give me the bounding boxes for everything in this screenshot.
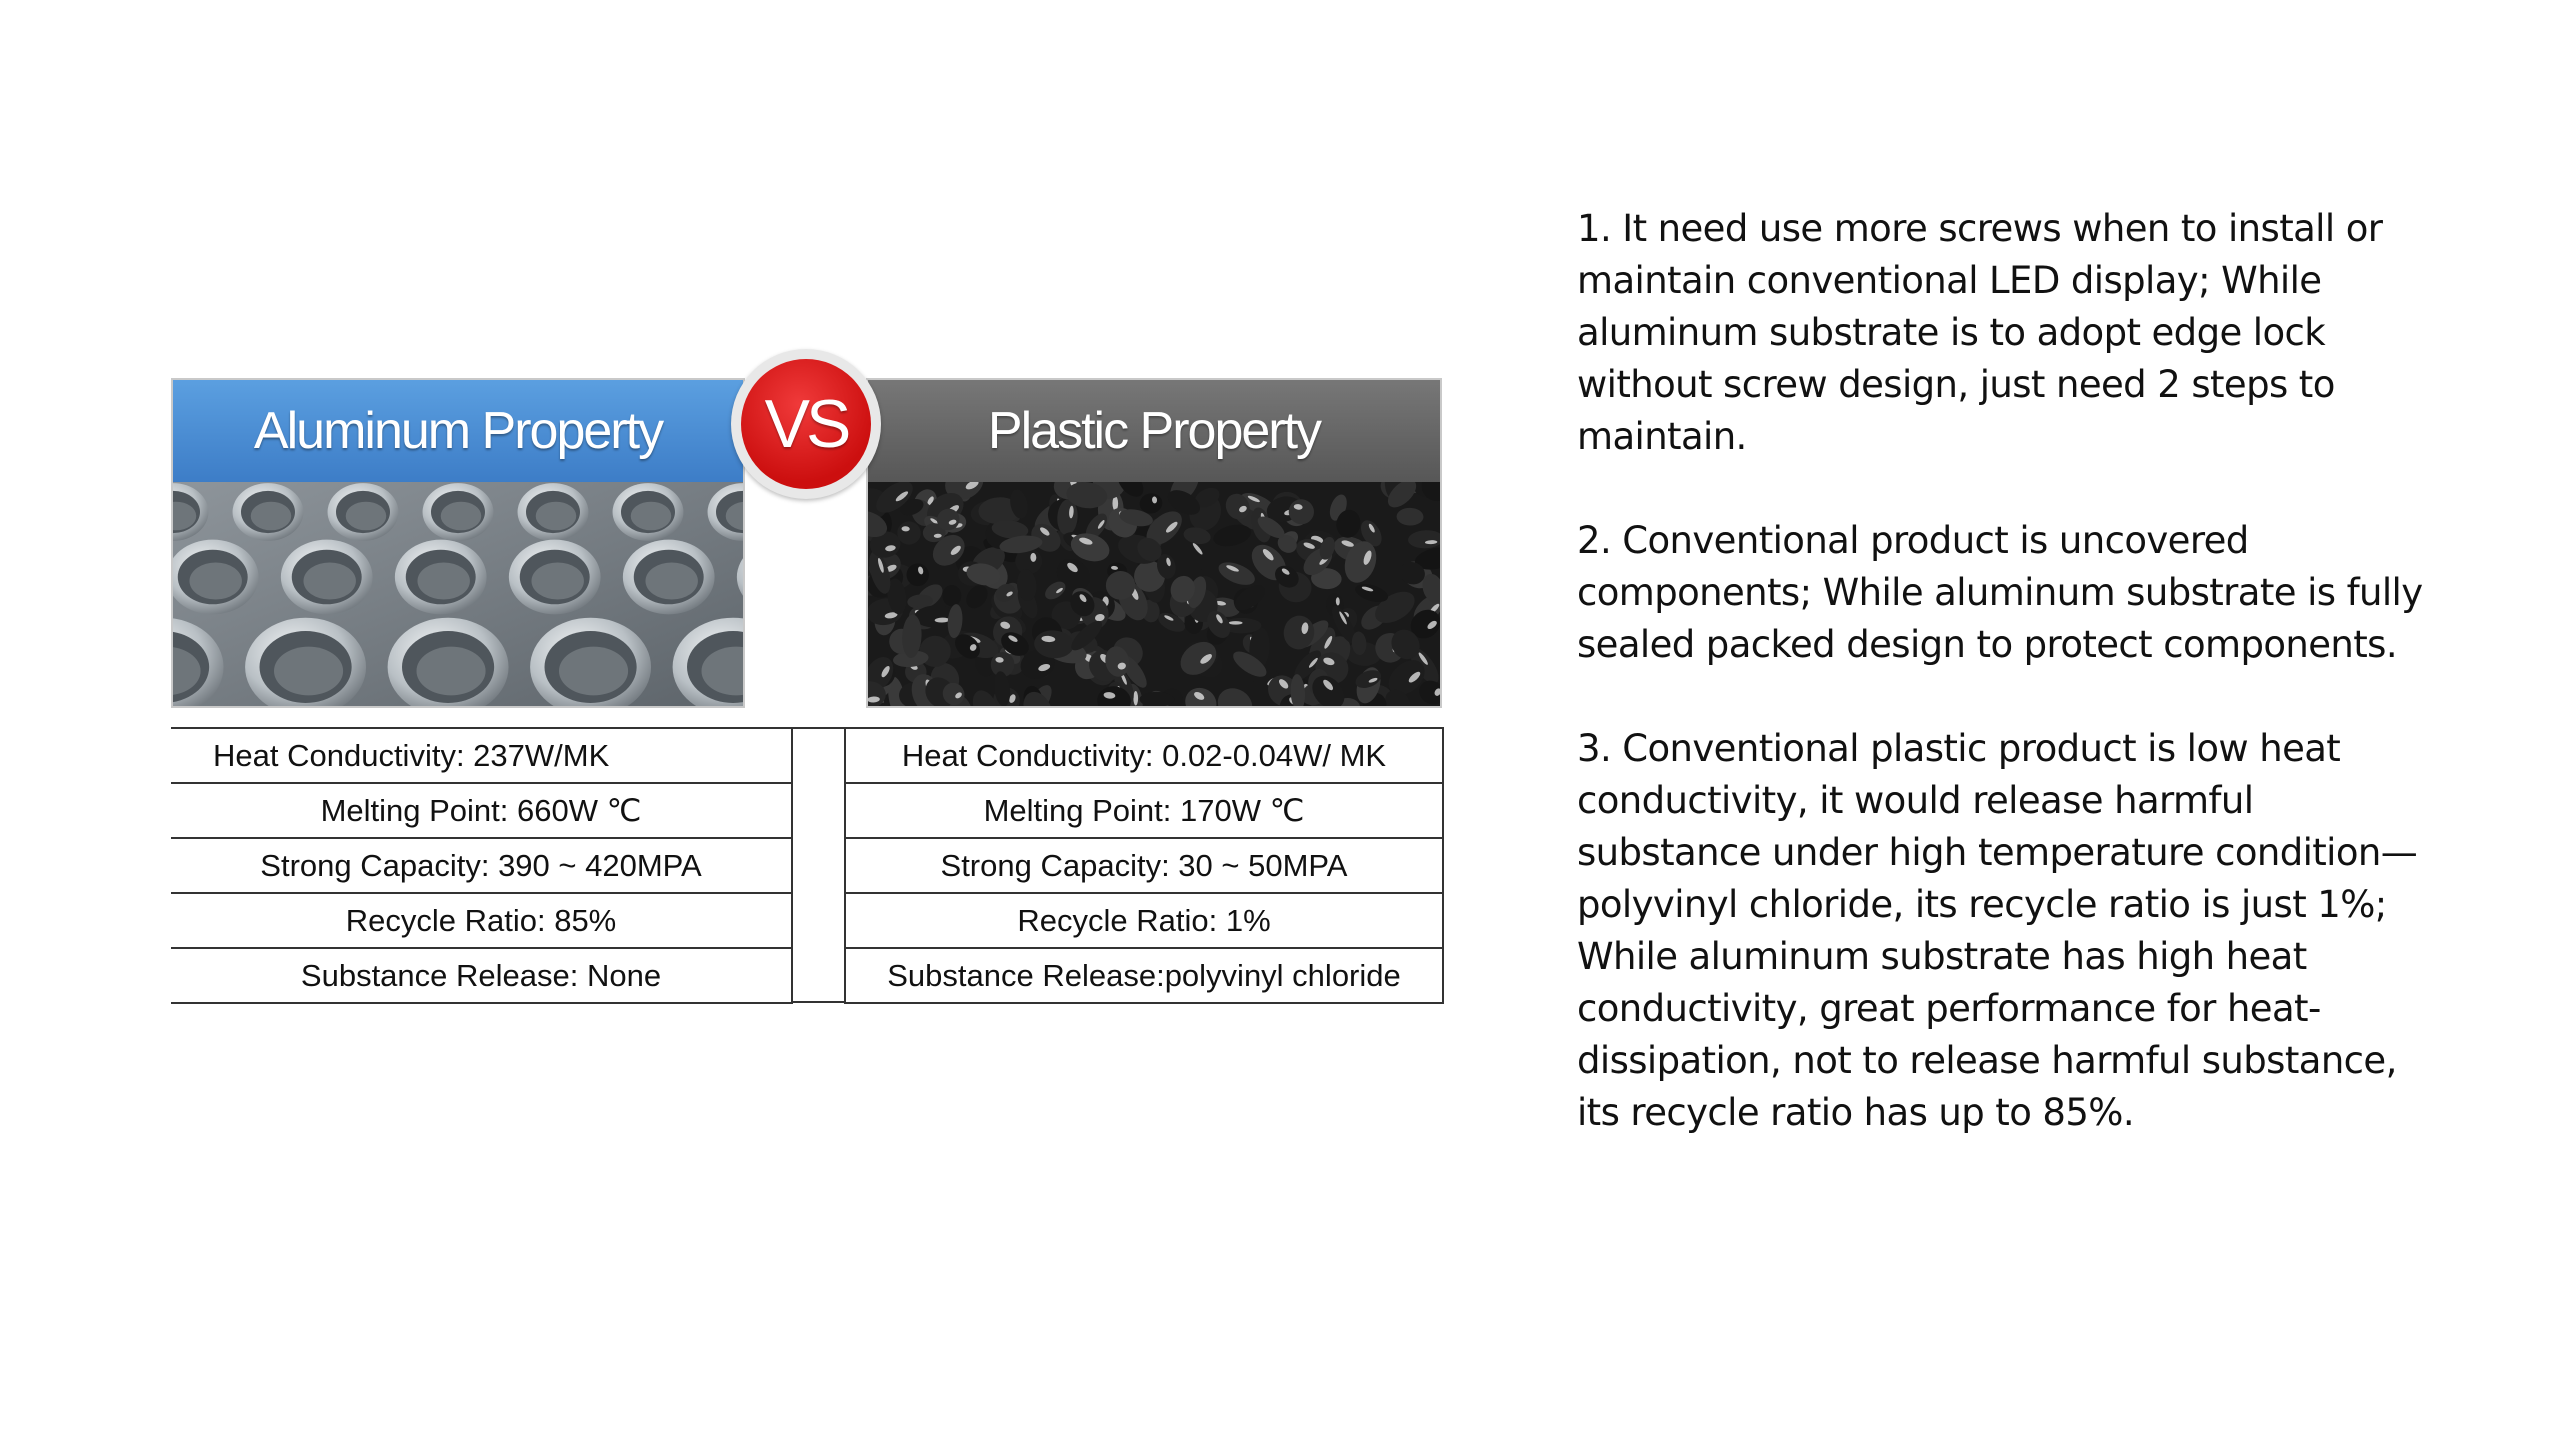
table-row bbox=[171, 838, 792, 893]
description-point-3: 3. Conventional plastic product is low heat conductivity, it would release harmful substance under high temperature condition—polyvinyl chloride, its recycle ratio is just 1%; While aluminum substrate has high heat conductivity, great performance for heat-dissipation, not to release harmful substance, its recycle ratio has up to 85%. bbox=[1577, 727, 2418, 1134]
plastic-heat-conductivity: Heat Conductivity: 0.02-0.04W/ MK bbox=[845, 728, 1443, 783]
aluminum-heat-conductivity: Heat Conductivity: 237W/MK bbox=[171, 728, 792, 783]
aluminum-substance-release: Substance Release: None bbox=[171, 948, 792, 1003]
table-row bbox=[171, 728, 792, 783]
table-row bbox=[845, 893, 1443, 948]
table-row bbox=[845, 838, 1443, 893]
description-point-1: 1. It need use more screws when to install or maintain conventional LED display; While aluminum substrate is to adopt edge lock without screw design, just need 2 steps to maintain. bbox=[1577, 207, 2383, 458]
plastic-pellets-image bbox=[868, 482, 1440, 708]
aluminum-coils-image bbox=[173, 482, 743, 708]
table-row bbox=[845, 728, 1443, 783]
plastic-recycle-ratio: Recycle Ratio: 1% bbox=[845, 893, 1443, 948]
vs-badge bbox=[731, 349, 881, 499]
plastic-melting-point: Melting Point: 170W ℃ bbox=[845, 783, 1443, 838]
vs-label: VS bbox=[741, 359, 871, 489]
description-text bbox=[1577, 203, 2437, 1139]
table-row bbox=[171, 893, 792, 948]
table-row bbox=[171, 948, 792, 1003]
table-row bbox=[845, 948, 1443, 1003]
aluminum-property-table bbox=[171, 727, 793, 1004]
plastic-substance-release: Substance Release:polyvinyl chloride bbox=[845, 948, 1443, 1003]
aluminum-recycle-ratio: Recycle Ratio: 85% bbox=[171, 893, 792, 948]
aluminum-melting-point: Melting Point: 660W ℃ bbox=[171, 783, 792, 838]
table-row bbox=[171, 783, 792, 838]
aluminum-coils-photo bbox=[173, 482, 743, 708]
aluminum-property-header: Aluminum Property bbox=[173, 380, 743, 482]
plastic-property-header: Plastic Property bbox=[868, 380, 1440, 482]
plastic-pellets-photo bbox=[868, 482, 1440, 708]
plastic-property-panel bbox=[866, 378, 1442, 708]
plastic-property-table bbox=[844, 727, 1444, 1004]
description-point-2: 2. Conventional product is uncovered components; While aluminum substrate is fully sealed packed design to protect components. bbox=[1577, 519, 2423, 666]
aluminum-strong-capacity: Strong Capacity: 390 ~ 420MPA bbox=[171, 838, 792, 893]
table-row bbox=[845, 783, 1443, 838]
aluminum-property-panel bbox=[171, 378, 745, 708]
plastic-strong-capacity: Strong Capacity: 30 ~ 50MPA bbox=[845, 838, 1443, 893]
table-divider-column bbox=[793, 727, 844, 1003]
